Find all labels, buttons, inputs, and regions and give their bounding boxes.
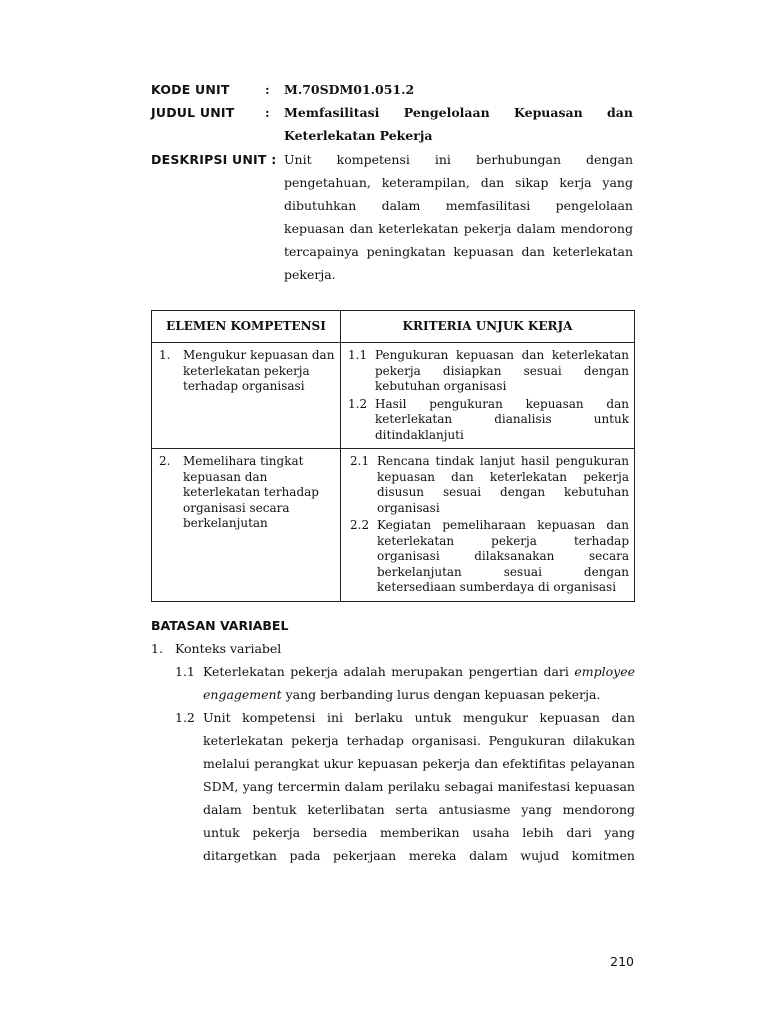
kriteria-item [348,348,629,395]
table-row [152,449,635,602]
sub-list-text: Unit kompetensi ini berlaku untuk mengukur kepuasan dan keterlekatan pekerja terhadap organisasi. Pengukuran dilakukan melalui perangkat ukur kepuasan pekerja dan efektifitas pelayanan SDM, yang tercermin dalam perilaku sebagai manifestasi kepuasan dalam bentuk keterlibatan serta antusiasme yang mendorong untuk pekerja bersedia memberikan usaha lebih dari yang ditargetkan pada pekerjaan mereka dalam wujud komitmen [203,710,635,863]
competency-table [151,310,635,602]
sub-list-number: 1.2 [175,710,195,725]
table-row [152,343,635,449]
list-number: 1. [151,641,163,656]
kriteria-text: Kegiatan pemeliharaan kepuasan dan keterlekatan pekerja terhadap organisasi dilaksanakan secara berkelanjutan sesuai dengan ketersediaan sumberdaya di organisasi [377,518,629,594]
deskripsi-unit-value: Unit kompetensi ini berhubungan dengan pengetahuan, keterampilan, dan sikap kerja yang dibutuhkan dalam memfasilitasi pengelolaan kepuasan dan keterlekatan pekerja dalam mendorong tercapainya peningkatan kepuasan dan keterlekatan pekerja. [284,152,633,282]
table-header-row [152,311,635,343]
kriteria-text: Hasil pengukuran kepuasan dan keterlekatan dianalisis untuk ditindaklanjuti [375,396,629,442]
elemen-item [153,450,339,534]
kriteria-item [350,454,629,516]
kriteria-cell [341,343,635,449]
kriteria-text: Pengukuran kepuasan dan keterlekatan pekerja disiapkan sesuai dengan kebutuhan organisasi [375,348,629,393]
unit-header [151,78,633,286]
sub-list-number: 1.1 [175,664,195,679]
kriteria-number: 2.1 [350,454,370,468]
judul-unit-label: JUDUL UNIT [151,105,235,120]
italic-term: employee engagement [203,664,635,702]
elemen-number: 1. [159,348,171,362]
elemen-item [153,344,339,397]
deskripsi-unit-label: DESKRIPSI UNIT : [151,152,277,167]
elemen-cell [152,343,341,449]
sub-list-item [175,706,635,867]
elemen-number: 2. [159,454,171,468]
page-number: 210 [610,954,634,969]
elemen-text: Mengukur kepuasan dan keterlekatan pekerja terhadap organisasi [183,348,335,393]
kode-unit-value: M.70SDM01.051.2 [284,82,415,97]
colon: : [265,82,270,97]
section-title: BATASAN VARIABEL [151,618,289,633]
sub-list-text: Keterlekatan pekerja adalah merupakan pengertian dari employee engagement yang berbanding lurus dengan kepuasan pekerja. [203,664,635,702]
kode-unit-row [151,78,633,101]
kriteria-item [350,518,629,596]
kriteria-cell [341,449,635,602]
kriteria-text: Rencana tindak lanjut hasil pengukuran kepuasan dan keterlekatan pekerja disusun sesuai dengan kebutuhan organisasi [377,454,629,515]
kriteria-number: 1.2 [348,396,368,411]
judul-unit-value: Memfasilitasi Pengelolaan Kepuasan dan Keterlekatan Pekerja [284,105,633,143]
elemen-text: Memelihara tingkat kepuasan dan keterlekatan terhadap organisasi secara berkelanjutan [183,454,319,530]
deskripsi-unit-row [151,148,633,286]
header-kriteria-unjuk-kerja: KRITERIA UNJUK KERJA [341,311,635,343]
kriteria-number: 1.1 [348,348,368,362]
header-elemen-kompetensi: ELEMEN KOMPETENSI [152,311,341,343]
kriteria-number: 2.2 [350,518,370,532]
colon: : [265,105,270,120]
kriteria-item [348,397,629,444]
list-text: Konteks variabel [175,641,282,656]
judul-unit-row [151,101,633,147]
kode-unit-label: KODE UNIT [151,82,230,97]
list-item [151,637,635,660]
batasan-variabel-section [151,614,635,867]
sub-list-item [175,660,635,706]
elemen-cell [152,449,341,602]
